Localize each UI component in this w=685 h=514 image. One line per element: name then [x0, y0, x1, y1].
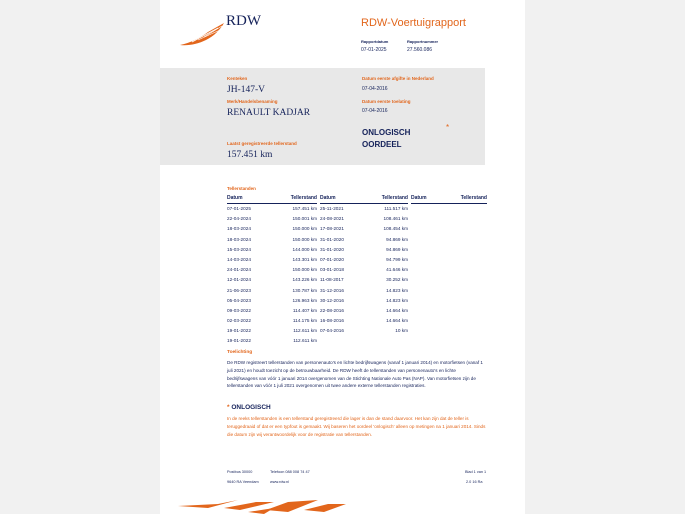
- report-page: [160, 0, 525, 514]
- footer-code: 2.0 16 Ra: [466, 480, 483, 484]
- table-row: 16-08-2016 14.664 km: [320, 318, 408, 324]
- col-date-header: Datum: [227, 195, 243, 201]
- decorative-stripes-icon: [178, 494, 348, 514]
- onlogisch-text: In de reeks tellerstanden is een tellerstand geregistreerd die lager is dan de stand daarvoor. Het kan zijn dat de teller is teruggedraaid of dat er een typfout is gemaakt. Wij baseren het oordeel 'onlogisch' alleen op metingen na 1 januari 2014. Sinds die datum zijn wij verantwoordelijk voor de registratie van tellerstanden.: [227, 416, 486, 437]
- col-date-header: Datum: [411, 195, 427, 201]
- verdict-line2: OORDEEL: [362, 140, 402, 149]
- first-admission-nl: 07-04-2016: [362, 86, 388, 92]
- report-number: 27.560.086: [407, 47, 433, 53]
- table-row: 22-04-2024 150.001 km: [227, 216, 317, 222]
- first-admission-label: Datum eerste toelating: [362, 99, 411, 104]
- table-row: 31-01-2020 94.869 km: [320, 246, 408, 252]
- odometer-label: Laatst geregistreerde tellerstand: [227, 141, 297, 146]
- table-row: 09-03-2022 114.407 km: [227, 307, 317, 313]
- report-date: 07-01-2025: [361, 47, 387, 53]
- table-row: 18-03-2024 150.000 km: [227, 236, 317, 242]
- explanation-title: Toelichting: [227, 350, 253, 355]
- explanation-text: De RDW registreert tellerstanden van personenauto's en lichte bedrijfswagens (vanaf 1 januari 2014) en motorfietsen (vanaf 1 juli 2021) en houdt toezicht op de betrouwbaarheid. De RDW heeft de tellerstanden van personenauto's en lichte bedrijfswagens van vóór 1 januari 2014 overgenomen van de Stichting Nationale Auto Pas (NAP). Van motorfietsen zijn de tellerstanden van vóór 1 juli 2021 overgenomen uit twee andere externe tellerstanden registraties.: [227, 360, 483, 389]
- col-value-header: Tellerstand: [460, 195, 487, 201]
- table-row: 03-01-2018 41.646 km: [320, 267, 408, 273]
- footer-phone: Telefoon 088 008 74 47: [270, 470, 310, 474]
- table-row: 31-12-2016 14.823 km: [320, 287, 408, 293]
- readings-column-left: [227, 206, 317, 349]
- table-row: 07-04-2016 10 km: [320, 328, 408, 334]
- last-odometer: 157.451 km: [227, 150, 273, 160]
- table-header-middle: [320, 195, 408, 204]
- table-row: 21-06-2023 130.787 km: [227, 287, 317, 293]
- table-row: 31-01-2020 94.869 km: [320, 236, 408, 242]
- table-row: 19-01-2022 112.611 km: [227, 328, 317, 334]
- first-admission: 07-04-2016: [362, 108, 388, 114]
- onlogisch-star: *: [227, 404, 230, 411]
- table-row: 14-03-2024 143.301 km: [227, 256, 317, 262]
- table-row: 18-03-2024 150.000 km: [227, 226, 317, 232]
- report-date-label: Rapportdatum: [361, 39, 389, 44]
- table-row: 19-01-2022 112.611 km: [227, 338, 317, 344]
- table-row: 07-01-2025 157.451 km: [227, 206, 317, 211]
- footer-address2: 9640 RA Veendam: [227, 480, 259, 484]
- first-admission-nl-label: Datum eerste afgifte in Nederland: [362, 76, 434, 81]
- col-value-header: Tellerstand: [381, 195, 408, 201]
- footer-page: Blad 1 van 1: [465, 470, 487, 474]
- table-row: 07-01-2020 94.799 km: [320, 256, 408, 262]
- vehicle-panel: [160, 68, 485, 165]
- table-row: 30-12-2016 14.823 km: [320, 297, 408, 303]
- report-number-label: Rapportnummer: [407, 39, 439, 44]
- brand-name: RDW: [226, 13, 261, 29]
- table-row: 25-11-2021 111.517 km: [320, 206, 408, 211]
- verdict-line1: ONLOGISCH: [362, 128, 411, 137]
- readings-column-middle: [320, 206, 408, 338]
- report-title: RDW-Voertuigrapport: [361, 17, 466, 29]
- readings-title: Tellerstanden: [227, 186, 256, 191]
- make-label: Merk/Handelsbenaming: [227, 99, 278, 104]
- table-row: 24-08-2021 108.461 km: [320, 216, 408, 222]
- verdict-star: *: [446, 123, 450, 132]
- col-value-header: Tellerstand: [290, 195, 317, 201]
- table-row: 22-08-2016 14.664 km: [320, 307, 408, 313]
- vehicle-make: RENAULT KADJAR: [227, 108, 311, 118]
- plate-label: Kenteken: [227, 76, 248, 81]
- table-row: 24-01-2024 150.000 km: [227, 267, 317, 273]
- rdw-logo-icon: [178, 20, 226, 48]
- onlogisch-title: ONLOGISCH: [231, 404, 271, 411]
- onlogisch-heading: [227, 404, 271, 411]
- license-plate: JH-147-V: [227, 85, 265, 95]
- table-row: 15-03-2024 144.000 km: [227, 246, 317, 252]
- table-header-left: [227, 195, 317, 204]
- table-row: 05-04-2023 126.963 km: [227, 297, 317, 303]
- table-row: 11-08-2017 30.252 km: [320, 277, 408, 283]
- footer-web: www.rdw.nl: [270, 480, 289, 484]
- table-row: 12-01-2024 143.226 km: [227, 277, 317, 283]
- table-header-right: [411, 195, 487, 204]
- footer-address1: Postbus 30000: [227, 470, 253, 474]
- col-date-header: Datum: [320, 195, 336, 201]
- table-row: 02-03-2022 114.175 km: [227, 318, 317, 324]
- table-row: 17-08-2021 108.454 km: [320, 226, 408, 232]
